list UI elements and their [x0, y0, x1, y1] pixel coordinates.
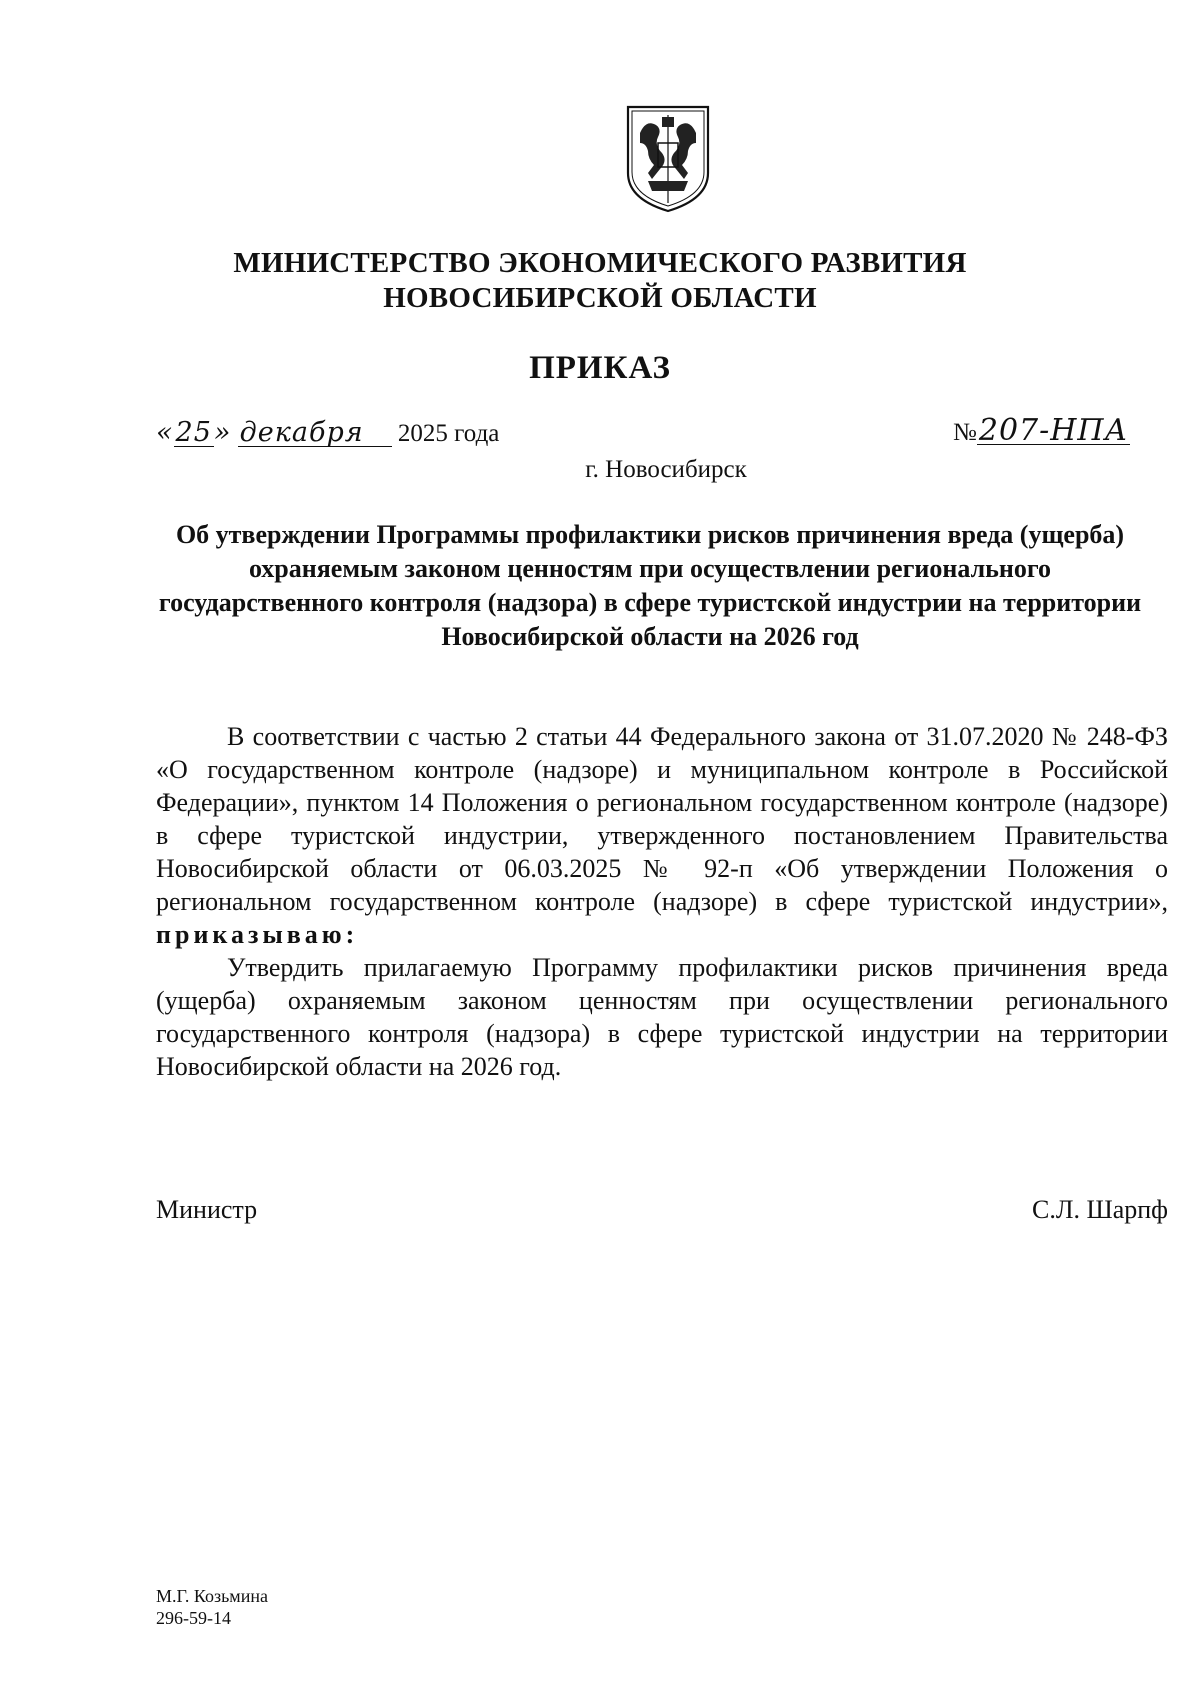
executor-name: М.Г. Козьмина	[156, 1586, 268, 1606]
document-subject: Об утверждении Программы профилактики рисков причинения вреда (ущерба) охраняемым законом ценностям при осуществлении регионального государственного контроля (надзора) в сфере туристской индустрии на территории Новосибирской области на 2026 год	[158, 520, 1142, 651]
date-year: 2025 года	[397, 420, 500, 447]
city-line: г. Новосибирск	[585, 456, 747, 483]
document-type-title: ПРИКАЗ	[529, 350, 671, 386]
body-paragraph-1-text: В соответствии с частью 2 статьи 44 Федерального закона от 31.07.2020 № 248-ФЗ «О государственном контроле (надзоре) и муниципальном контроле в Российской Федерации», пунктом 14 Положения о региональном государственном контроле (надзоре) в сфере туристской индустрии, утвержденного постановлением Правительства Новосибирской области от 06.03.2025 № 92-п «Об утверждении Положения о региональном государственном контроле (надзоре) в сфере туристской индустрии»,	[156, 722, 1168, 916]
document-date	[156, 418, 499, 449]
document-body	[156, 720, 1168, 1083]
body-paragraph-1	[156, 720, 1168, 951]
coat-of-arms-icon	[622, 103, 714, 215]
executor-phone: 296-59-14	[156, 1608, 231, 1628]
date-day: 25	[175, 417, 212, 448]
number-prefix: №	[953, 419, 977, 446]
number-value: 207-НПА	[978, 413, 1129, 448]
order-word: приказываю:	[156, 920, 359, 949]
signatory-name: С.Л. Шарпф	[1031, 1195, 1168, 1224]
date-month: декабря	[238, 420, 392, 447]
date-open-quote: «	[156, 417, 174, 448]
document-number	[953, 413, 1130, 448]
ministry-name-line2: НОВОСИБИРСКОЙ ОБЛАСТИ	[383, 282, 817, 314]
body-paragraph-2: Утвердить прилагаемую Программу профилактики рисков причинения вреда (ущерба) охраняемым законом ценностям при осуществлении регионального государственного контроля (надзора) в сфере туристской индустрии на территории Новосибирской области на 2026 год.	[156, 953, 1168, 1081]
ministry-name-line1: МИНИСТЕРСТВО ЭКОНОМИЧЕСКОГО РАЗВИТИЯ	[233, 247, 967, 279]
signatory-position: Министр	[156, 1195, 258, 1224]
date-close-quote: »	[213, 417, 232, 448]
